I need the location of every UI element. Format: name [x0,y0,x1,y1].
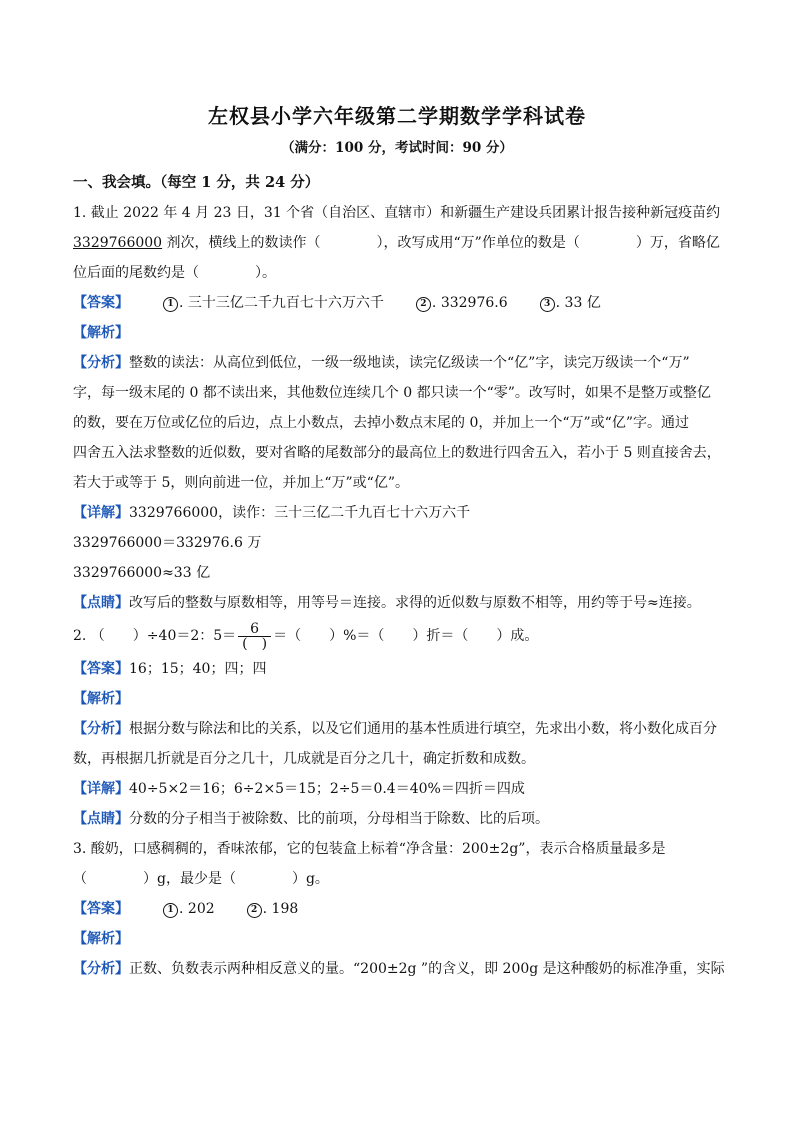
fenxi-label: 【分析】 [73,961,129,977]
q1-detail-text: 3329766000，读作：三十三亿二千九百七十六万六千 [129,505,471,521]
q1-fenxi-line5: 若大于或等于 5，则向前进一位，并加上“万”或“亿”。 [73,475,409,491]
q1-answer-line: 【答案】 1 . 三十三亿二千九百七十六万六千 2 . 332976.6 3 . 33 亿 [73,295,601,311]
fraction-denominator: ( ) [242,635,268,652]
dianjing-label: 【点睛】 [73,595,129,611]
q1-fenxi-line1 [73,348,725,378]
answer-label: 【答案】 [73,901,129,917]
analysis-label: 【解析】 [73,691,129,707]
q2-answer-line [73,654,725,684]
detail-label: 【详解】 [73,505,129,521]
q2-stem [73,618,725,654]
q3-fenxi-text: 正数、负数表示两种相反意义的量。“200±2g ”的含义，即 200g 是这种酸奶的标准净重，实际 [129,961,725,977]
q2-fenxi-text: 根据分数与除法和比的关系，以及它们通用的基本性质进行填空，先求出小数，将小数化成百分 [129,721,717,737]
q1-fenxi-line3: 的数，要在万位或亿位的后边，点上小数点，去掉小数点末尾的 0，并加上一个“万”或“亿”字。通过 [73,415,689,431]
q2-dianjing-text: 分数的分子相当于被除数、比的前项，分母相当于除数、比的后项。 [129,811,549,827]
q1-detail-line [73,498,725,528]
q1-stem-line3: 位后面的尾数约是（ ）。 [73,265,276,281]
analysis-label: 【解析】 [73,325,129,341]
q1-answer-1: 三十三亿二千九百七十六万六千 [187,295,384,311]
q1-dianjing-text: 改写后的整数与原数相等，用等号＝连接。求得的近似数与原数不相等，用约等于号≈连接。 [129,595,701,611]
q1-stem-line2-rest: 剂次，横线上的数读作（ ），改写成用“万”作单位的数是（ ）万，省略亿 [162,235,720,251]
q2-dianjing-line [73,804,725,834]
q2-fenxi-line2: 数，再根据几折就是百分之几十，几成就是百分之几十，确定折数和成数。 [73,751,535,767]
dianjing-label: 【点睛】 [73,811,129,827]
q2-stem-suffix: ＝（ ）%＝（ ）折＝（ ）成。 [273,628,539,644]
detail-label: 【详解】 [73,781,129,797]
section-heading: 一、我会填。（每空 1 分，共 24 分） [73,174,320,191]
fraction-numerator: 6 [238,622,271,637]
answer-number-badge: 1 [163,297,178,312]
fenxi-label: 【分析】 [73,355,129,371]
q3-answer-line: 【答案】 1 . 202 2 . 198 [73,901,299,917]
q1-answer-3: 33 亿 [564,295,601,311]
q2-analysis-label [73,684,725,714]
q3-answer-2: 198 [271,901,299,917]
q1-analysis-label [73,318,725,348]
q1-stem-line2 [73,228,725,258]
q1-underlined-number: 3329766000 [73,235,163,251]
answer-label: 【答案】 [73,295,129,311]
q2-fraction [238,622,271,651]
q3-answer-1: 202 [187,901,215,917]
answer-number-badge: 2 [416,297,431,312]
q2-detail-line [73,774,725,804]
q3-fenxi-line1 [73,954,725,984]
q3-stem-line1: 3. 酸奶，口感稠稠的，香味浓郁，它的包装盒上标着“净含量：200±2g”，表示合格质量最多是 [73,841,666,857]
q1-answer-2: 332976.6 [440,295,508,311]
q1-stem-line1: 1. 截止 2022 年 4 月 23 日，31 个省（自治区、直辖市）和新疆生产建设兵团累计报告接种新冠疫苗约 [73,205,721,221]
q1-fenxi-line4: 四舍五入法求整数的近似数，要对省略的尾数部分的最高位上的数进行四舍五入，若小于 5 则直接舍去， [73,445,721,461]
q2-fenxi-line1 [73,714,725,744]
q1-fenxi-text: 整数的读法：从高位到低位，一级一级地读，读完亿级读一个“亿”字，读完万级读一个“万” [129,355,690,371]
q2-answer-text: 16；15；40；四；四 [129,661,267,677]
answer-number-badge: 2 [247,903,262,918]
analysis-label: 【解析】 [73,931,129,947]
q2-detail-text: 40÷5×2＝16；6÷2×5＝15；2÷5＝0.4＝40%＝四折＝四成 [129,781,525,797]
answer-number-badge: 1 [163,903,178,918]
q1-dianjing-line [73,588,725,618]
q3-analysis-label [73,924,725,954]
q2-stem-prefix: 2. （ ）÷40＝2：5＝ [73,628,237,644]
q3-stem-line2: （ ）g，最少是（ ）g。 [73,871,329,887]
q1-fenxi-line2: 字，每一级末尾的 0 都不读出来，其他数位连续几个 0 都只读一个“零”。改写时，如果不是整万或整亿 [73,385,711,401]
fenxi-label: 【分析】 [73,721,129,737]
page-title: 左权县小学六年级第二学期数学学科试卷 [208,104,586,128]
document-body [73,168,725,984]
q1-calc-2: 3329766000≈33 亿 [73,565,211,581]
page-subtitle: （满分：100 分，考试时间：90 分） [281,140,513,156]
q1-calc-1: 3329766000＝332976.6 万 [73,535,262,551]
answer-number-badge: 3 [540,297,555,312]
answer-label: 【答案】 [73,661,129,677]
